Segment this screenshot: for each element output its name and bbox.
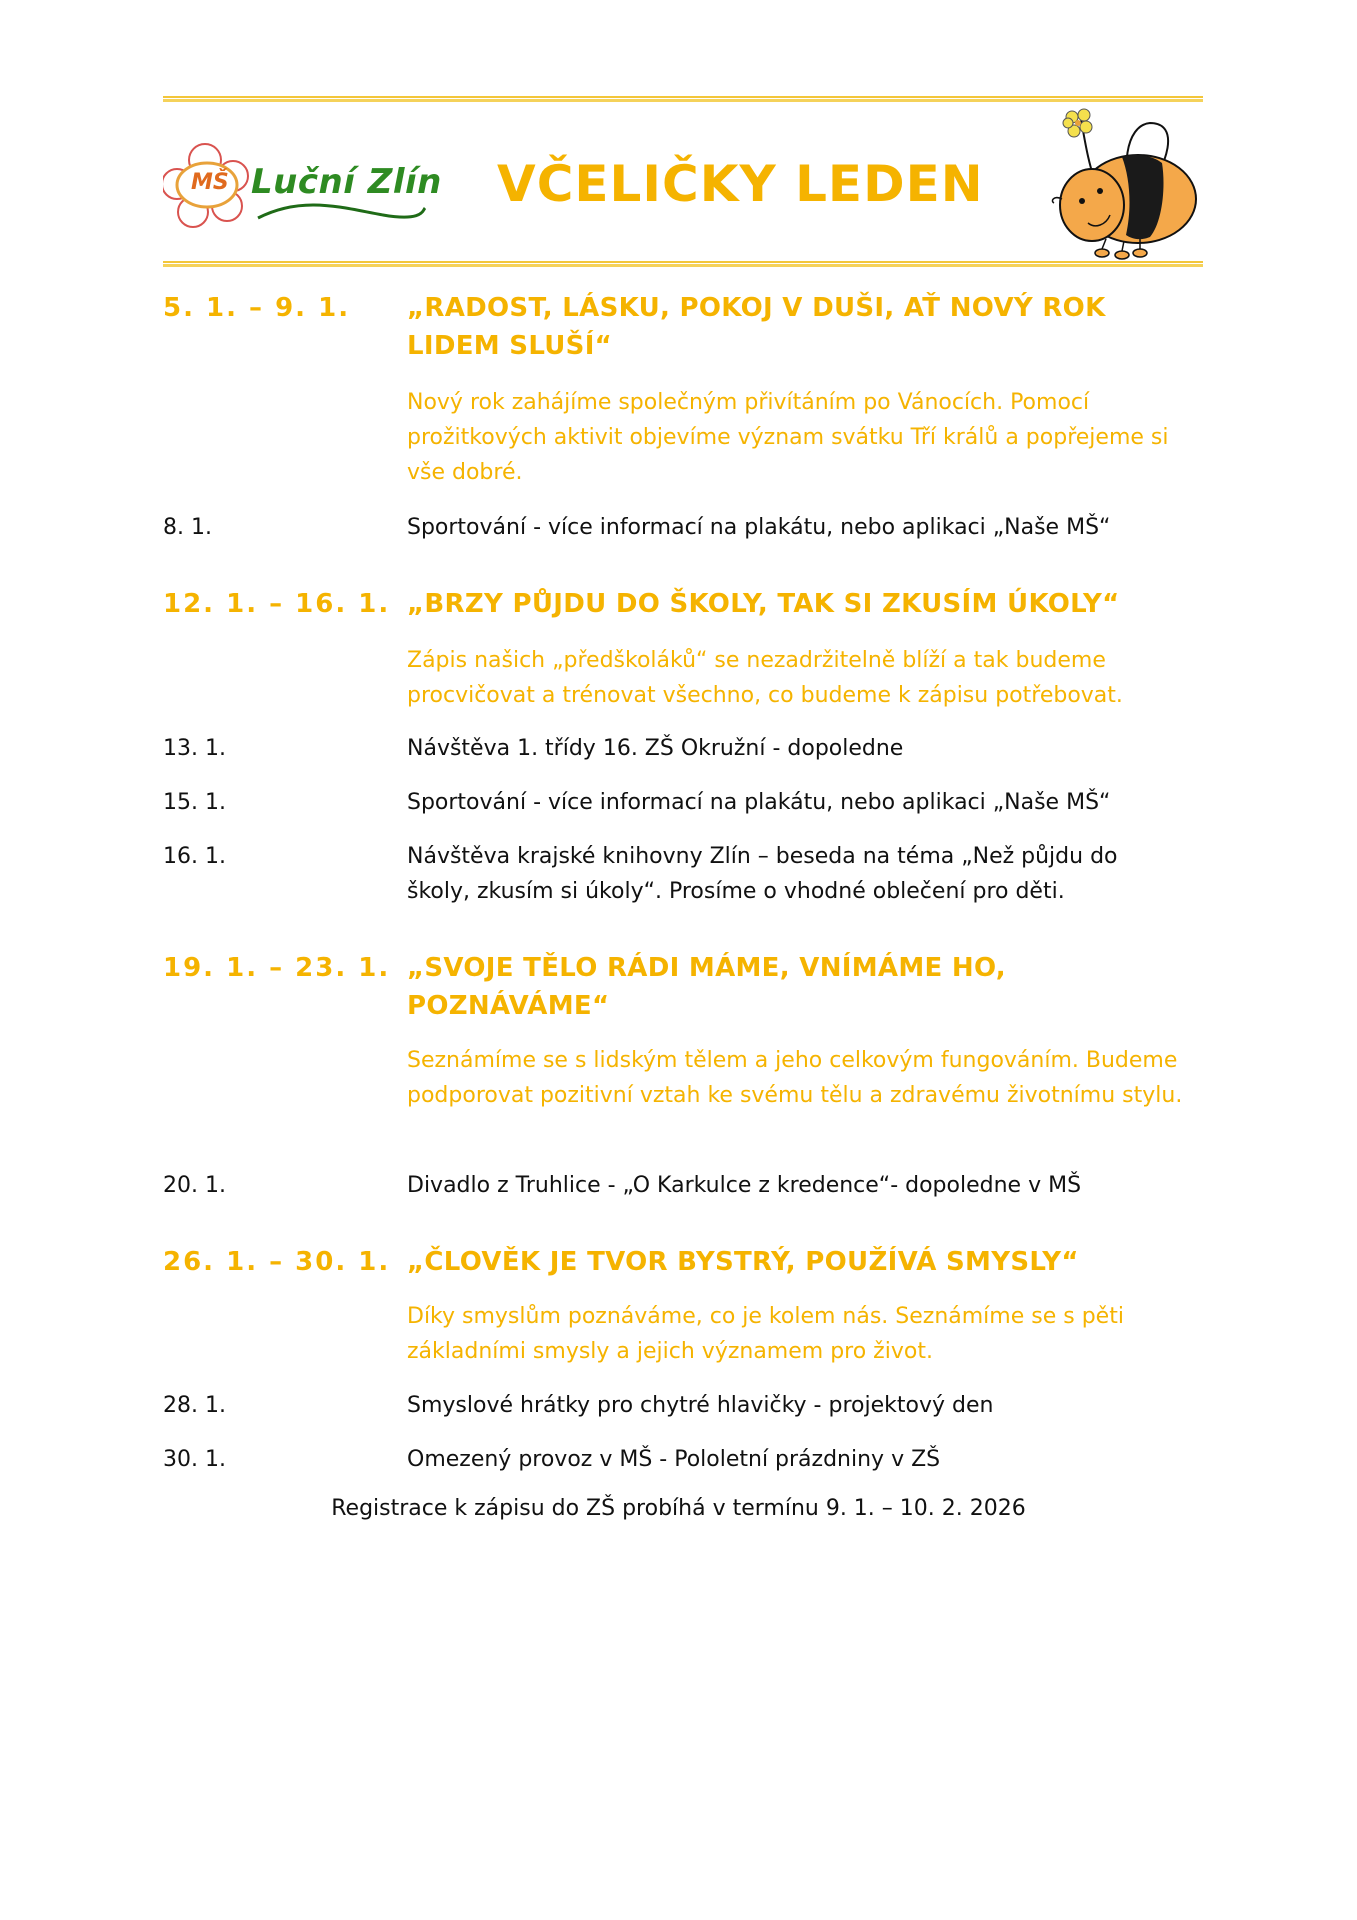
event-text: Sportování - více informací na plakátu, nebo aplikaci „Naše MŠ“ [407,515,1111,540]
event-text: Divadlo z Truhlice - „O Karkulce z kredence“- dopoledne v MŠ [407,1173,1082,1198]
event-text: Sportování - více informací na plakátu, nebo aplikaci „Naše MŠ“ [407,790,1111,815]
event-text: Návštěva 1. třídy 16. ZŠ Okružní - dopoledne [407,736,904,761]
week-description: Nový rok zahájíme společným přivítáním po Vánocích. Pomocí prožitkových aktivit objevíme význam svátku Tří králů a popřejeme si vše dobré. [407,390,1169,485]
week-theme: „ČLOVĚK JE TVOR BYSTRÝ, POUŽÍVÁ SMYSLY“ [407,1247,1079,1277]
school-logo [163,140,453,230]
week-range: 12. 1. – 16. 1. [163,589,391,619]
week-theme: „RADOST, LÁSKU, POKOJ V DUŠI, AŤ NOVÝ ROK LIDEM SLUŠÍ“ [407,293,1106,361]
week-range: 26. 1. – 30. 1. [163,1247,391,1277]
week-description: Díky smyslům poznáváme, co je kolem nás. Seznámíme se s pěti základními smysly a jejich významem pro život. [407,1304,1124,1364]
week-description: Zápis našich „předškoláků“ se nezadržitelně blíží a tak budeme procvičovat a trénovat všechno, co budeme k zápisu potřebovat. [407,648,1123,708]
page-title: VČELIČKY LEDEN [497,155,984,213]
event-text: Návštěva krajské knihovny Zlín – beseda na téma „Než půjdu do školy, zkusím si úkoly“. Prosíme o vhodné oblečení pro děti. [407,844,1118,904]
event-date: 20. 1. [163,1173,226,1198]
week-theme: „SVOJE TĚLO RÁDI MÁME, VNÍMÁME HO, POZNÁVÁME“ [407,953,1006,1021]
event-date: 15. 1. [163,790,226,815]
event-date: 28. 1. [163,1393,226,1418]
event-date: 16. 1. [163,844,226,869]
week-description: Seznámíme se s lidským tělem a jeho celkovým fungováním. Budeme podporovat pozitivní vztah ke svému tělu a zdravému životnímu stylu. [407,1048,1183,1108]
event-text: Omezený provoz v MŠ - Pololetní prázdniny v ZŠ [407,1447,941,1472]
event-date: 13. 1. [163,736,226,761]
logo-name-text: Luční Zlín [251,162,442,202]
event-date: 30. 1. [163,1447,226,1472]
logo-ms-text: MŠ [191,170,229,195]
bee-mascot-icon [1040,103,1205,263]
week-range: 5. 1. – 9. 1. [163,293,351,323]
event-date: 8. 1. [163,515,212,540]
header-top-rule [163,96,1203,103]
event-text: Smyslové hrátky pro chytré hlavičky - projektový den [407,1393,994,1418]
week-range: 19. 1. – 23. 1. [163,953,391,983]
registration-note: Registrace k zápisu do ZŠ probíhá v termínu 9. 1. – 10. 2. 2026 [331,1496,1026,1521]
week-theme: „BRZY PŮJDU DO ŠKOLY, TAK SI ZKUSÍM ÚKOLY“ [407,589,1120,619]
